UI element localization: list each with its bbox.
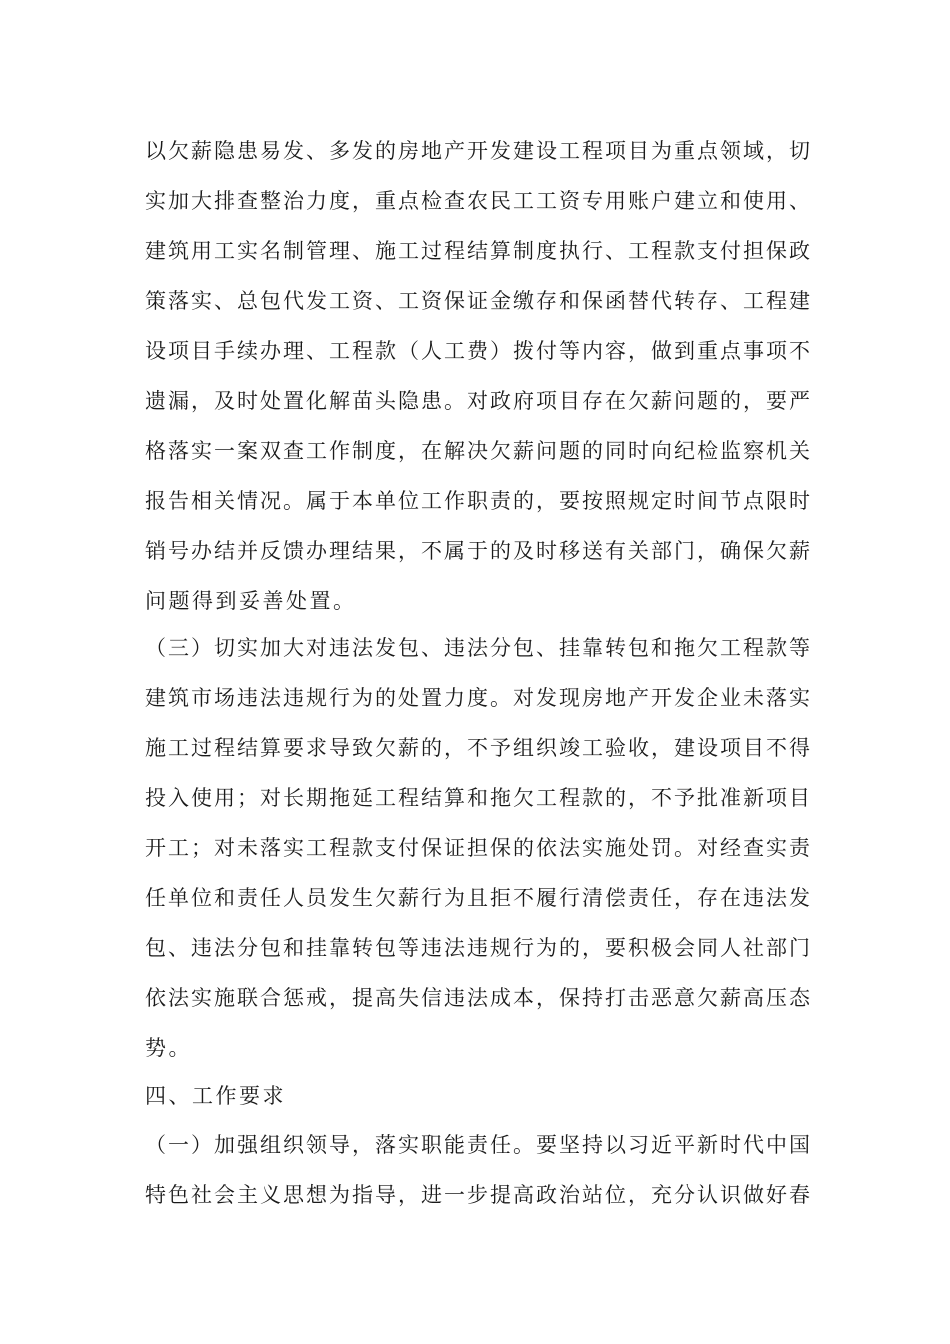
body-text-line: 策落实、总包代发工资、工资保证金缴存和保函替代转存、工程建 bbox=[145, 289, 810, 313]
requirement-1-text-line: 特色社会主义思想为指导，进一步提高政治站位，充分认识做好春 bbox=[145, 1183, 810, 1207]
body-text-line: 以欠薪隐患易发、多发的房地产开发建设工程项目为重点领域，切 bbox=[145, 139, 810, 163]
section-heading: 四、工作要求 bbox=[145, 1084, 286, 1108]
body-text-line: 实加大排查整治力度，重点检查农民工工资专用账户建立和使用、 bbox=[145, 189, 810, 213]
section-3-text-line: 任单位和责任人员发生欠薪行为且拒不履行清偿责任，存在违法发 bbox=[145, 886, 810, 910]
body-text-line: 设项目手续办理、工程款（人工费）拨付等内容，做到重点事项不 bbox=[145, 339, 810, 363]
section-3-text-line: 建筑市场违法违规行为的处置力度。对发现房地产开发企业未落实 bbox=[145, 686, 810, 710]
section-3-text-line: （三）切实加大对违法发包、违法分包、挂靠转包和拖欠工程款等 bbox=[145, 636, 810, 660]
body-text-line: 建筑用工实名制管理、施工过程结算制度执行、工程款支付担保政 bbox=[145, 239, 810, 263]
section-3-text-line: 势。 bbox=[145, 1036, 192, 1060]
section-3-text-line: 施工过程结算要求导致欠薪的，不予组织竣工验收，建设项目不得 bbox=[145, 736, 810, 760]
section-3-text-line: 投入使用；对长期拖延工程结算和拖欠工程款的，不予批准新项目 bbox=[145, 786, 810, 810]
section-3-text-line: 包、违法分包和挂靠转包等违法违规行为的，要积极会同人社部门 bbox=[145, 936, 810, 960]
section-3-text-line: 依法实施联合惩戒，提高失信违法成本，保持打击恶意欠薪高压态 bbox=[145, 986, 810, 1010]
body-text-line: 问题得到妥善处置。 bbox=[145, 589, 357, 613]
section-3-text-line: 开工；对未落实工程款支付保证担保的依法实施处罚。对经查实责 bbox=[145, 836, 810, 860]
body-text-line: 遗漏，及时处置化解苗头隐患。对政府项目存在欠薪问题的，要严 bbox=[145, 389, 810, 413]
body-text-line: 格落实一案双查工作制度，在解决欠薪问题的同时向纪检监察机关 bbox=[145, 439, 810, 463]
body-text-line: 报告相关情况。属于本单位工作职责的，要按照规定时间节点限时 bbox=[145, 489, 810, 513]
requirement-1-text-line: （一）加强组织领导，落实职能责任。要坚持以习近平新时代中国 bbox=[145, 1133, 810, 1157]
body-text-line: 销号办结并反馈办理结果，不属于的及时移送有关部门，确保欠薪 bbox=[145, 539, 810, 563]
